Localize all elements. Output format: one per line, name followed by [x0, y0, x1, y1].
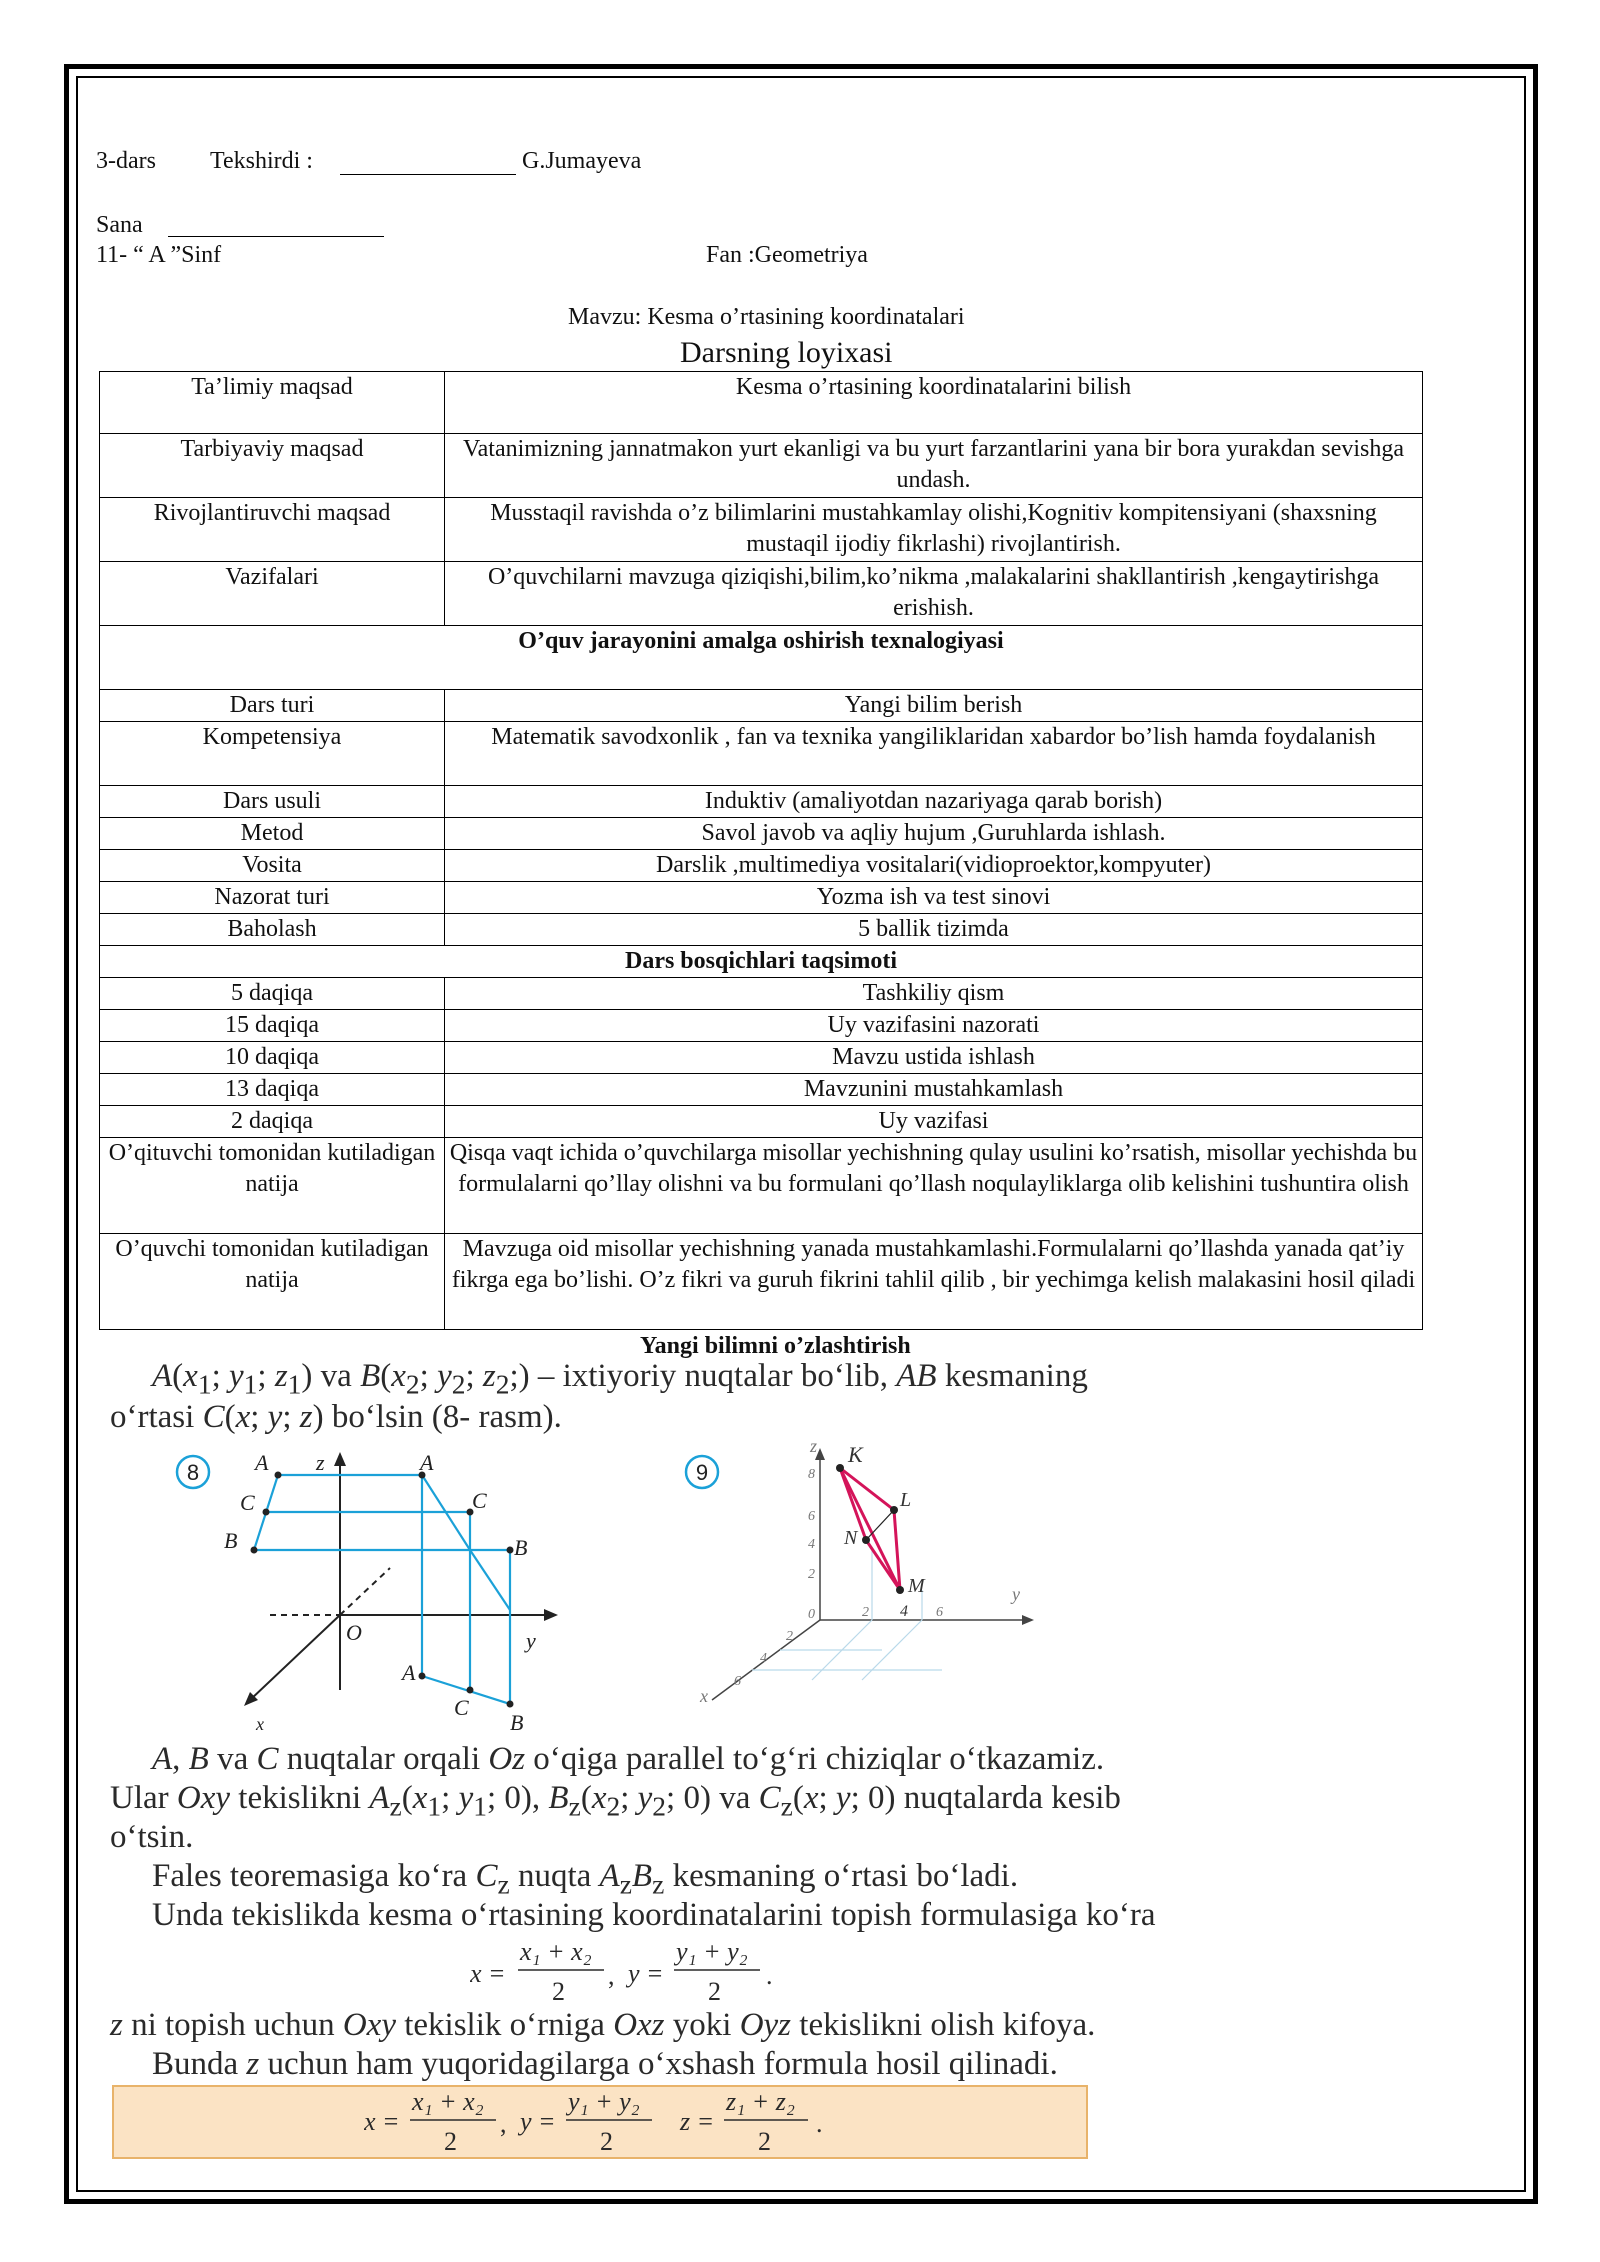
- label-O: O: [346, 1620, 362, 1645]
- label-x: x: [700, 1686, 708, 1706]
- table-row: [100, 1138, 1423, 1234]
- table-row: [100, 434, 1423, 498]
- table-row: [100, 818, 1423, 850]
- table-cell: Uy vazifasini nazorati: [445, 1010, 1423, 1042]
- segment-NM: [866, 1540, 900, 1590]
- table-cell: 15 daqiqa: [100, 1010, 445, 1042]
- table-cell: Matematik savodxonlik , fan va texnika yangiliklaridan xabardor bo’lish hamda foydalanish: [445, 722, 1423, 786]
- table-row: [100, 1074, 1423, 1106]
- table-row: [100, 372, 1423, 434]
- figure-9-labels: [699, 1440, 1020, 1706]
- table-cell: 2 daqiqa: [100, 1106, 445, 1138]
- book-line-9: Bunda z uchun ham yuqoridagilarga o‘xshash formula hosil qilinadi.: [152, 2046, 1058, 2082]
- date-line: [168, 214, 384, 237]
- table-cell: Tarbiyaviy maqsad: [100, 434, 445, 498]
- section-heading: Dars bosqichlari taqsimoti: [100, 946, 1423, 978]
- label-L: L: [900, 1489, 912, 1511]
- book-line-1: $A(x_1$; $y_1$; $z_1$) va $B(x_2$; $y_2$; $z_2$;) – ixtiyoriy nuqtalar bo‘lib, AB kesmaning: [152, 1358, 1088, 1400]
- tick-y-4: 4: [900, 1603, 908, 1620]
- table-cell: Dars turi: [100, 690, 445, 722]
- figure-8-labels: [224, 1450, 536, 1735]
- table-row: [100, 690, 1423, 722]
- table-cell: Rivojlantiruvchi maqsad: [100, 498, 445, 562]
- book-line-2: o‘rtasi C(x; y; z) bo‘lsin (8- rasm).: [110, 1399, 562, 1435]
- table-section-row: [100, 626, 1423, 690]
- table-cell: 13 daqiqa: [100, 1074, 445, 1106]
- lesson-plan-table: [99, 371, 1423, 1330]
- table-cell: Mavzunini mustahkamlash: [445, 1074, 1423, 1106]
- table-cell: Dars usuli: [100, 786, 445, 818]
- table-row: [100, 562, 1423, 626]
- figure-number: 9: [695, 1460, 709, 1485]
- table-row: [100, 882, 1423, 914]
- table-row: [100, 1010, 1423, 1042]
- formula-3d: [364, 2084, 844, 2162]
- formula-y-denominator: 2: [600, 2127, 613, 2156]
- label-By: B: [224, 1528, 238, 1553]
- formula-y-label: y =: [520, 2107, 556, 2136]
- tick-8: 8: [808, 1467, 815, 1482]
- formula-x-label: x =: [364, 2107, 400, 2136]
- table-cell: Metod: [100, 818, 445, 850]
- formula-y-label: y =: [628, 1959, 664, 1988]
- z-axis-arrow: [334, 1452, 346, 1466]
- table-section-row: [100, 946, 1423, 978]
- table-cell: Savol javob va aqliy hujum ,Guruhlarda ishlash.: [445, 818, 1423, 850]
- label-Az: A: [402, 1660, 416, 1685]
- x-axis-dashed: [340, 1568, 390, 1615]
- tick-y-2: 2: [862, 1605, 869, 1620]
- label-Ay: A: [255, 1450, 269, 1475]
- formula-2d: [470, 1930, 790, 2010]
- tick-4: 4: [808, 1537, 815, 1552]
- table-cell: Baholash: [100, 914, 445, 946]
- label-A: A: [420, 1450, 434, 1475]
- table-cell: O’quvchi tomonidan kutiladigan natija: [100, 1234, 445, 1330]
- tick-x-4: 4: [760, 1651, 767, 1666]
- label-Bz: B: [510, 1710, 524, 1735]
- section-title: Yangi bilimni o’zlashtirish: [640, 1333, 911, 1359]
- table-row: [100, 722, 1423, 786]
- book-line-5: o‘tsin.: [110, 1819, 194, 1855]
- checker-signature-line: [340, 152, 516, 175]
- table-cell: Kompetensiya: [100, 722, 445, 786]
- table-cell: Ta’limiy maqsad: [100, 372, 445, 434]
- table-cell: 5 daqiqa: [100, 978, 445, 1010]
- figure-8: [150, 1440, 570, 1740]
- label-x: x: [256, 1714, 264, 1734]
- book-line-4: Ular Oxy tekislikni $A_z(x_1$; $y_1$; 0), $B_z(x_2$; $y_2$; 0) va $C_z(x$; y; 0) nuqtalarda kesib: [110, 1780, 1121, 1822]
- label-B: B: [514, 1535, 528, 1560]
- table-row: [100, 850, 1423, 882]
- book-line-8: z ni topish uchun Oxy tekislik o‘rniga Oxz yoki Oyz tekislikni olish kifoya.: [110, 2007, 1096, 2043]
- table-cell: Vazifalari: [100, 562, 445, 626]
- formula-y-numerator: y₁ + y₂: [568, 2087, 640, 2116]
- label-Cy: C: [240, 1490, 255, 1515]
- table-cell: Vatanimizning jannatmakon yurt ekanligi va bu yurt farzantlarini yana bir bora yurakdan sevishga undash.: [445, 434, 1423, 498]
- label-z: z: [810, 1440, 818, 1456]
- checked-label: Tekshirdi :: [210, 148, 313, 174]
- tick-6: 6: [808, 1509, 815, 1524]
- tick-x-2: 2: [786, 1629, 793, 1644]
- tick-y-6: 6: [936, 1605, 943, 1620]
- table-cell: Darslik ,multimediya vositalari(vidioproektor,kompyuter): [445, 850, 1423, 882]
- label-y: y: [1012, 1584, 1020, 1604]
- lesson-number: 3-dars: [96, 148, 156, 174]
- formula-comma: ,: [500, 2109, 507, 2138]
- book-line-7: Unda tekislikda kesma o‘rtasining koordinatalarini topish formulasiga ko‘ra: [152, 1897, 1156, 1933]
- table-row: [100, 914, 1423, 946]
- segment-NL: [866, 1510, 894, 1540]
- date-label: Sana: [96, 212, 143, 238]
- table-cell: Mavzuga oid misollar yechishning yanada mustahkamlashi.Formulalarni qo’llashda yanada qat’iy fikrga ega bo’lishi. O’z fikri va guruh fikrini tahlil qilib , bir yechimga kelish malakasini hosil qiladi: [445, 1234, 1423, 1330]
- tick-x-6: 6: [734, 1674, 741, 1689]
- subject-label: Fan :Geometriya: [706, 242, 868, 268]
- y-axis-arrow: [1022, 1615, 1034, 1625]
- table-cell: Tashkiliy qism: [445, 978, 1423, 1010]
- table-row: [100, 978, 1423, 1010]
- table-row: [100, 498, 1423, 562]
- label-C: C: [472, 1488, 487, 1513]
- table-row: [100, 1106, 1423, 1138]
- table-cell: 10 daqiqa: [100, 1042, 445, 1074]
- table-row: [100, 786, 1423, 818]
- formula-x-denominator: 2: [444, 2127, 457, 2156]
- formula-x-numerator: x₁ + x₂: [520, 1937, 592, 1966]
- label-M: M: [908, 1575, 925, 1597]
- book-line-3: A, B va C nuqtalar orqali Oz o‘qiga parallel to‘g‘ri chiziqlar o‘tkazamiz.: [152, 1741, 1105, 1777]
- checker-name: G.Jumayeva: [522, 148, 642, 174]
- table-cell: Musstaqil ravishda o’z bilimlarini mustahkamlay olishi,Kognitiv kompitensiyani (shaxsning mustaqil ijodiy fikrlashi) rivojlantirish.: [445, 498, 1423, 562]
- formula-x-numerator: x₁ + x₂: [412, 2087, 484, 2116]
- formula-comma: ,: [608, 1961, 615, 1990]
- formula-period: .: [816, 2109, 823, 2138]
- x-axis: [250, 1615, 340, 1700]
- table-cell: Nazorat turi: [100, 882, 445, 914]
- y-axis-arrow: [544, 1609, 558, 1621]
- grid-planes: [752, 1550, 942, 1680]
- table-cell: O’quvchilarni mavzuga qiziqishi,bilim,ko’nikma ,malakalarini shakllantirish ,kengaytirishga erishish.: [445, 562, 1423, 626]
- formula-z-numerator: z₁ + z₂: [726, 2087, 795, 2116]
- lesson-topic: Mavzu: Kesma o’rtasining koordinatalari: [568, 304, 965, 330]
- table-cell: Kesma o’rtasining koordinatalarini bilish: [445, 372, 1423, 434]
- table-cell: Vosita: [100, 850, 445, 882]
- formula-period: .: [766, 1961, 773, 1990]
- class-label: 11- “ A ”Sinf: [96, 242, 222, 268]
- section-heading: O’quv jarayonini amalga oshirish texnalogiyasi: [100, 626, 1423, 690]
- label-K: K: [848, 1442, 863, 1467]
- formula-x-denominator: 2: [552, 1977, 565, 2006]
- table-cell: Uy vazifasi: [445, 1106, 1423, 1138]
- table-cell: Mavzu ustida ishlash: [445, 1042, 1423, 1074]
- table-cell: 5 ballik tizimda: [445, 914, 1423, 946]
- book-line-6: Fales teoremasiga ko‘ra $C_z$ nuqta $A_zB_z$ kesmaning o‘rtasi bo‘ladi.: [152, 1858, 1019, 1900]
- figure-number: 8: [186, 1460, 200, 1485]
- formula-y-numerator: y₁ + y₂: [676, 1937, 748, 1966]
- plan-title: Darsning loyixasi: [680, 336, 893, 369]
- table-cell: Yangi bilim berish: [445, 690, 1423, 722]
- label-Cz: C: [454, 1695, 469, 1720]
- formula-y-denominator: 2: [708, 1977, 721, 2006]
- formula-x-label: x =: [470, 1959, 506, 1988]
- table-cell: Induktiv (amaliyotdan nazariyaga qarab borish): [445, 786, 1423, 818]
- table-row: [100, 1234, 1423, 1330]
- label-z: z: [316, 1450, 325, 1475]
- label-N: N: [844, 1527, 858, 1549]
- table-cell: Yozma ish va test sinovi: [445, 882, 1423, 914]
- tick-0: 0: [808, 1607, 815, 1622]
- figure-9: [672, 1440, 1052, 1740]
- tick-2: 2: [808, 1567, 815, 1582]
- table-cell: Qisqa vaqt ichida o’quvchilarga misollar yechishning qulay usulini ko’rsatish, misollar yechishda bu formulalarni qo’llay olishni va bu formulani qo’llash noqulayliklarga olib kelishini tushuntira olish: [445, 1138, 1423, 1234]
- label-y: y: [526, 1628, 536, 1653]
- table-cell: O’qituvchi tomonidan kutiladigan natija: [100, 1138, 445, 1234]
- formula-z-label: z =: [680, 2107, 715, 2136]
- table-row: [100, 1042, 1423, 1074]
- formula-z-denominator: 2: [758, 2127, 771, 2156]
